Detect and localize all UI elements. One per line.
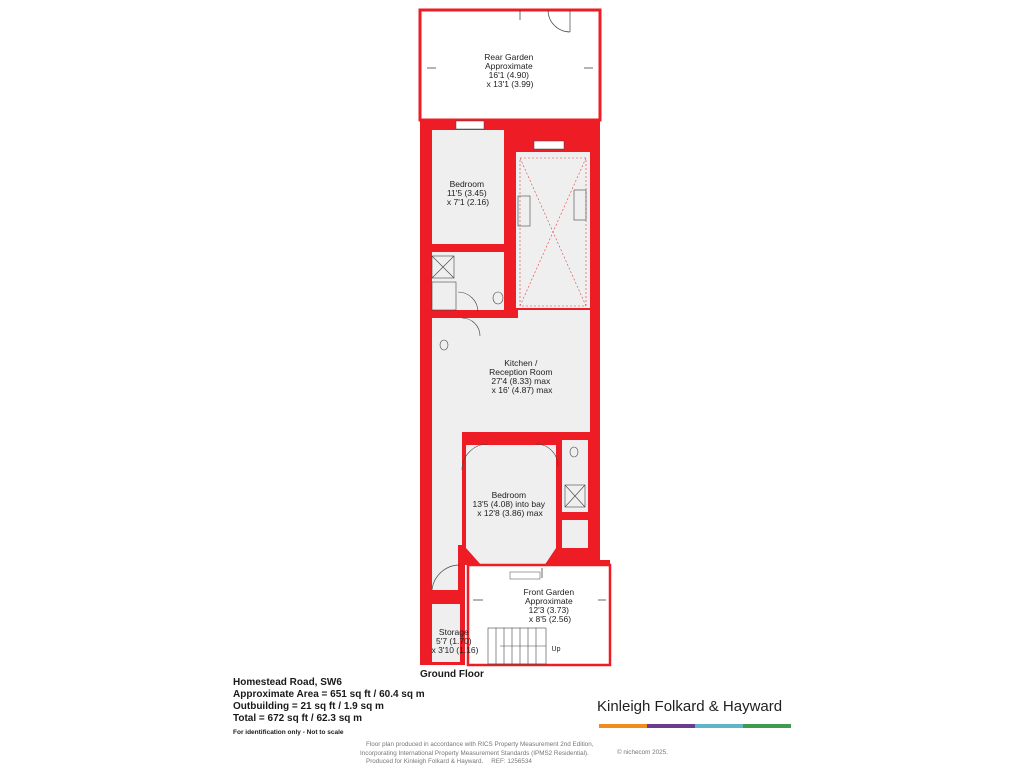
brand-bar-green: [743, 724, 791, 728]
outbuilding-area: Outbuilding = 21 sq ft / 1.9 sq m: [233, 701, 384, 712]
credits-line-3: Produced for Kinleigh Folkard & Hayward.: [366, 758, 484, 765]
address: Homestead Road, SW6: [233, 677, 342, 688]
brand-bar-orange: [599, 724, 647, 728]
approximate-area: Approximate Area = 651 sq ft / 60.4 sq m: [233, 689, 425, 700]
rear-garden-label: Rear Garden Approximate 16'1 (4.90) x 13'1 (3.99): [484, 52, 534, 89]
storage-label: Storage 5'7 (1.70) x 3'10 (1.16): [431, 627, 479, 655]
disclaimer-note: For identification only - Not to scale: [233, 729, 344, 736]
property-info: [233, 677, 425, 739]
floor-title: Ground Floor: [420, 669, 484, 680]
credits-line-1: Floor plan produced in accordance with RICS Property Measurement 2nd Edition,: [366, 741, 594, 748]
brand-logo-text: Kinleigh Folkard & Hayward: [597, 698, 783, 715]
bedroom-2-label: Bedroom 13'5 (4.08) into bay x 12'8 (3.86) max: [472, 490, 546, 518]
brand-bar-purple: [647, 724, 695, 728]
copyright: © nichecom 2025.: [617, 749, 668, 756]
brand-color-bars: [599, 724, 791, 728]
credits-ref: REF: 1256534: [491, 758, 532, 765]
brand-bar-blue: [695, 724, 743, 728]
total-area: Total = 672 sq ft / 62.3 sq m: [233, 713, 363, 724]
kitchen-label: Kitchen / Reception Room 27'4 (8.33) max x 16' (4.87) max: [489, 358, 553, 395]
stairs-up-label: Up: [551, 646, 561, 653]
front-garden-label: Front Garden Approximate 12'3 (3.73) x 8'5 (2.56): [523, 587, 575, 624]
bedroom-1-label: Bedroom 11'5 (3.45) x 7'1 (2.16): [446, 179, 490, 207]
credits-line-2: Incorporating International Property Measurement Standards (IPMS2 Residential).: [360, 749, 589, 757]
